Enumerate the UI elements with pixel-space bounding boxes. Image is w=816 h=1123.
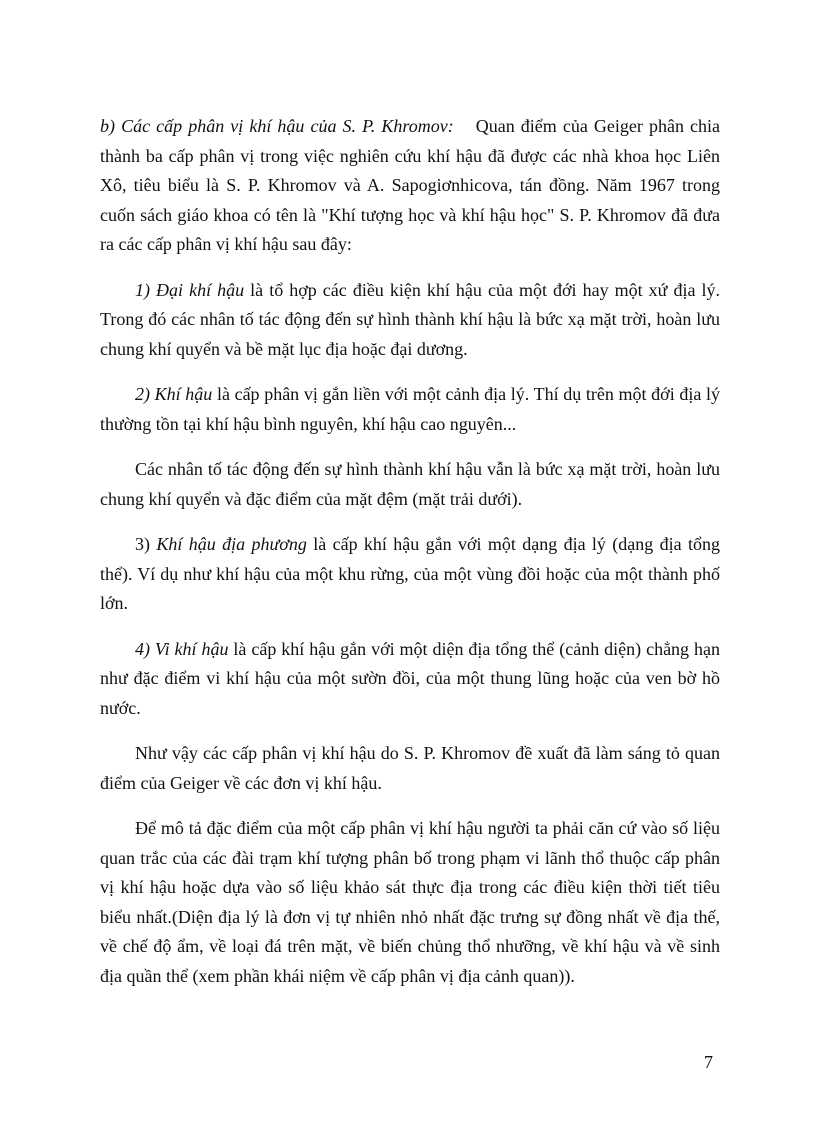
term-macroclimate: 1) Đại khí hậu	[135, 279, 245, 300]
paragraph-microclimate	[100, 635, 720, 724]
paragraph-text: là tổ hợp các điều kiện khí hậu của một đới hay một xứ địa lý. Trong đó các nhân tố tác động đến sự hình thành khí hậu là bức xạ mặt trời, hoàn lưu chung khí quyển và bề mặt lục địa hoặc đại dương.	[100, 279, 721, 359]
paragraph-local-climate	[100, 530, 720, 619]
section-heading: b) Các cấp phân vị khí hậu của S. P. Khromov:	[100, 116, 454, 136]
paragraph-text: là cấp phân vị gắn liền với một cảnh địa lý. Thí dụ trên một đới địa lý thường tồn tại khí hậu bình nguyên, khí hậu cao nguyên...	[100, 384, 720, 434]
list-number: 3)	[135, 534, 157, 554]
paragraph-text: Như vậy các cấp phân vị khí hậu do S. P. Khromov đề xuất đã làm sáng tỏ quan điểm của Geiger về các đơn vị khí hậu.	[100, 743, 720, 793]
term-microclimate: 4) Vi khí hậu	[135, 638, 229, 659]
paragraph-text: là cấp khí hậu gắn với một diện địa tổng thể (cảnh diện) chẳng hạn như đặc điểm vi khí hậu của một sườn đồi, của một thung lũng hoặc của ven bờ hồ nước.	[100, 638, 720, 718]
paragraph-text: là cấp khí hậu gắn với một dạng địa lý (dạng địa tổng thể). Ví dụ như khí hậu của một khu rừng, của một vùng đồi hoặc của một thành phố lớn.	[100, 534, 720, 613]
page-number: 7	[704, 1052, 713, 1072]
paragraph-summary	[100, 739, 720, 798]
paragraph-climate	[100, 380, 720, 439]
term-local-climate: Khí hậu địa phương	[156, 534, 307, 554]
paragraph-khromov-intro	[100, 112, 720, 260]
paragraph-description-method	[100, 814, 720, 991]
paragraph-text: Quan điểm của Geiger phân chia thành ba cấp phân vị trong việc nghiên cứu khí hậu đã được các nhà khoa học Liên Xô, tiêu biểu là S. P. Khromov và A. Sapogiơnhicova, tán đồng. Năm 1967 trong cuốn sách giáo khoa có tên là "Khí tượng học và khí hậu học" S. P. Khromov đã đưa ra các cấp phân vị khí hậu sau đây:	[100, 116, 720, 254]
document-body	[100, 112, 720, 1007]
paragraph-climate-factors	[100, 455, 720, 514]
paragraph-macroclimate	[100, 276, 720, 365]
paragraph-text: Để mô tả đặc điểm của một cấp phân vị khí hậu người ta phải căn cứ vào số liệu quan trắc của các đài trạm khí tượng phân bố trong phạm vi lãnh thổ thuộc cấp phân vị khí hậu hoặc dựa vào số liệu khảo sát thực địa trong các điều kiện thời tiết tiêu biểu nhất.(Diện địa lý là đơn vị tự nhiên nhỏ nhất đặc trưng sự đồng nhất về địa thế, về chế độ ẩm, về loại đá trên mặt, về biến chủng thổ nhưỡng, về khí hậu và về sinh địa quần thể (xem phần khái niệm về cấp phân vị địa cảnh quan)).	[100, 818, 720, 986]
term-climate: 2) Khí hậu	[135, 384, 213, 404]
paragraph-text: Các nhân tố tác động đến sự hình thành khí hậu vẫn là bức xạ mặt trời, hoàn lưu chung khí quyển và đặc điểm của mặt đệm (mặt trải dưới).	[100, 459, 720, 509]
